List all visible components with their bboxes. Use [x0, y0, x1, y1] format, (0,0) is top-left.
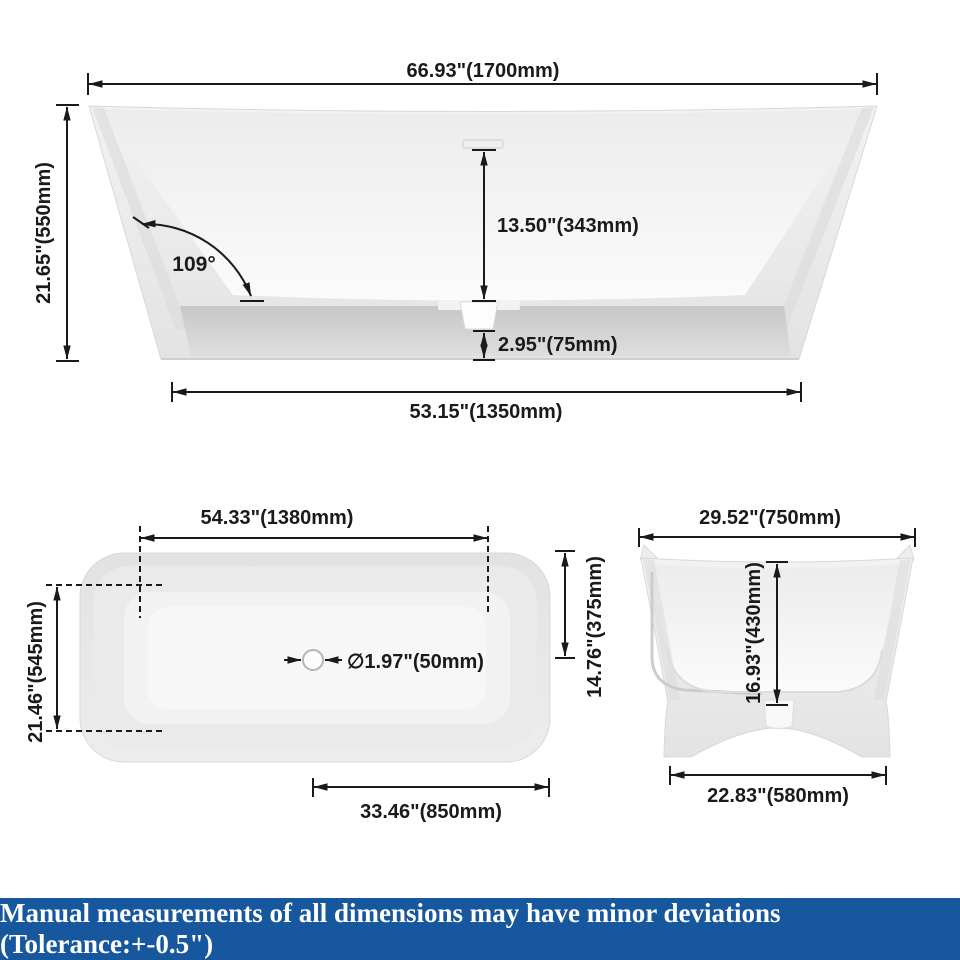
- front-overall-width-label: 66.93"(1700mm): [406, 60, 560, 82]
- wall-angle-label: 109°: [172, 253, 216, 276]
- end-elevation-view: [639, 507, 915, 807]
- end-base-width-label: 22.83"(580mm): [707, 785, 849, 807]
- front-elevation-view: [33, 60, 877, 423]
- top-edge-to-drain-label: 14.76"(375mm): [584, 556, 606, 698]
- front-base-clearance-label: 2.95"(75mm): [498, 334, 618, 356]
- top-outer-width-label: 21.46"(545mm): [25, 601, 47, 743]
- dim-end-overall-width: [639, 507, 915, 547]
- dim-front-overall-height: [33, 105, 79, 361]
- front-base-width-label: 53.15"(1350mm): [409, 401, 563, 423]
- front-overall-height-label: 21.65"(550mm): [33, 162, 55, 304]
- top-inner-length-label: 54.33"(1380mm): [200, 507, 354, 529]
- front-inner-depth-label: 13.50"(343mm): [497, 215, 639, 237]
- overflow-plate: [463, 140, 503, 148]
- drain-diameter-label: ∅1.97"(50mm): [347, 651, 484, 673]
- dim-front-base-width: [172, 382, 801, 423]
- dim-top-drain-to-end: [313, 778, 549, 823]
- end-inner-depth-label: 16.93"(430mm): [743, 562, 765, 704]
- drain-hole: [303, 650, 323, 670]
- tolerance-banner: [0, 898, 960, 960]
- top-plan-view: [25, 507, 606, 823]
- tolerance-note: Manual measurements of all dimensions may have minor deviations (Tolerance:+-0.5"): [0, 898, 781, 959]
- dim-end-base-width: [670, 766, 886, 807]
- dim-front-overall-width: [88, 60, 877, 95]
- dim-top-edge-to-drain: [555, 551, 606, 698]
- top-drain-to-end-label: 33.46"(850mm): [360, 801, 502, 823]
- drain-pedestal: [460, 302, 498, 329]
- end-overall-width-label: 29.52"(750mm): [699, 507, 841, 529]
